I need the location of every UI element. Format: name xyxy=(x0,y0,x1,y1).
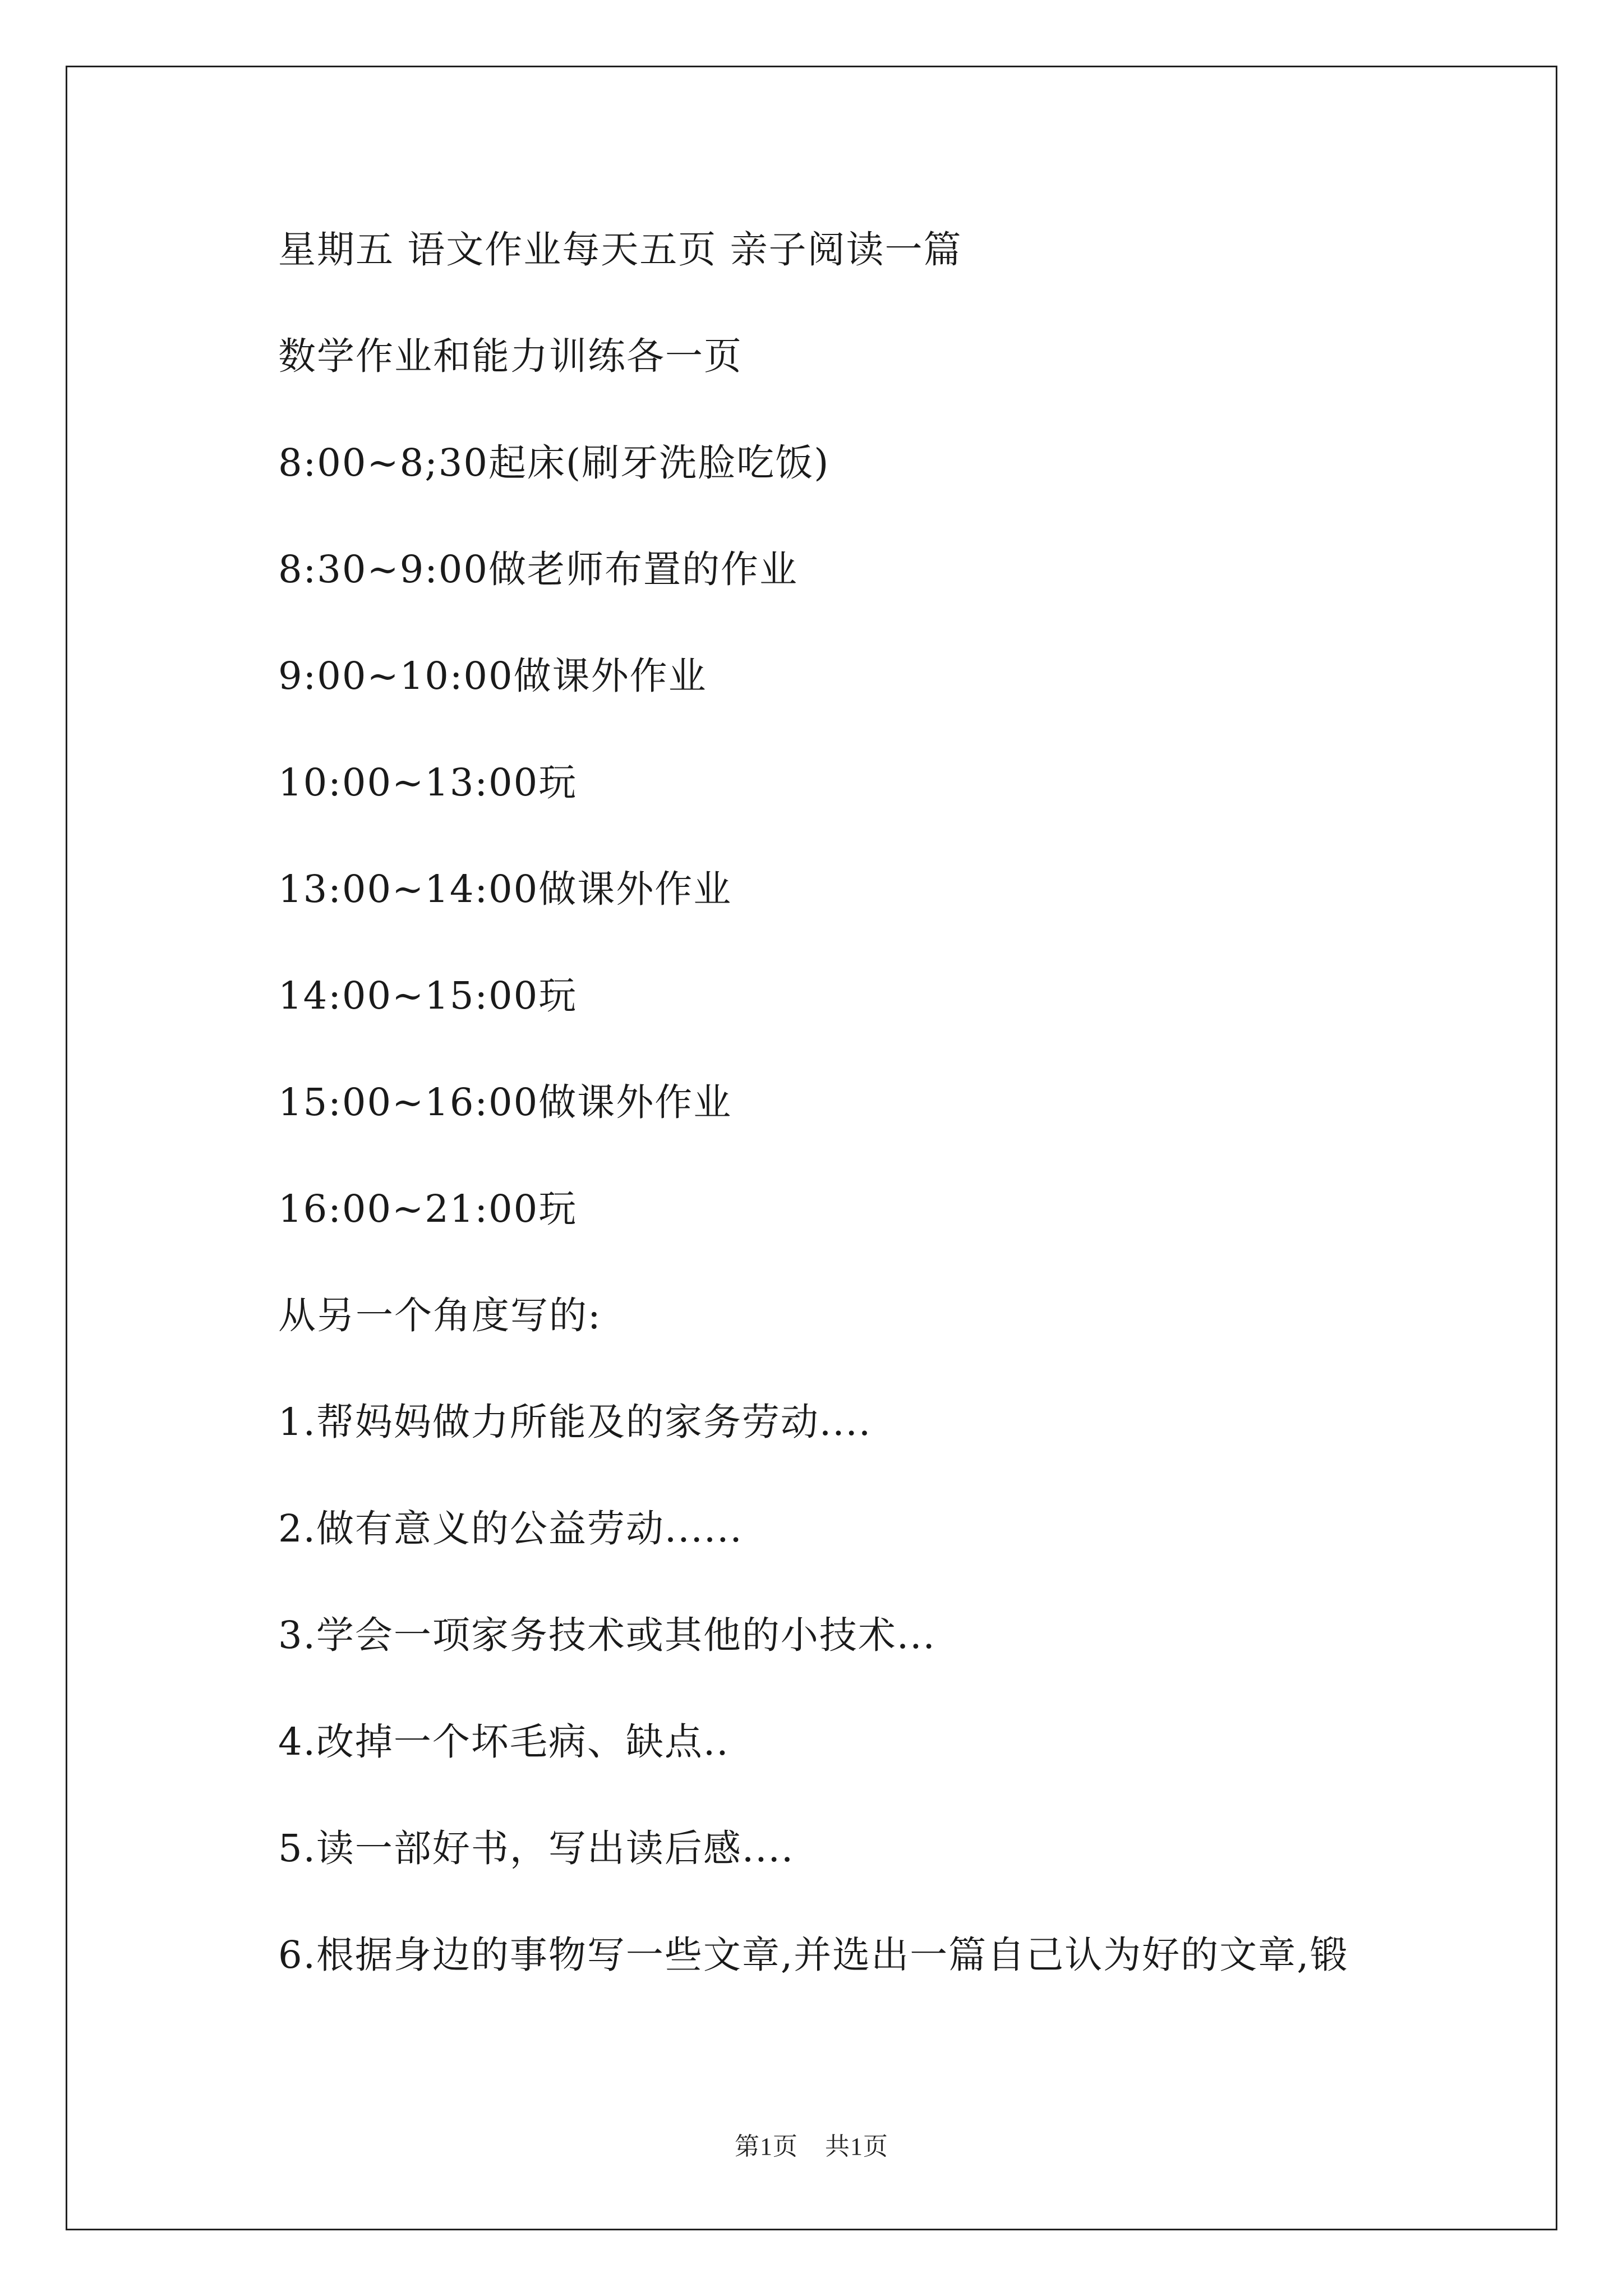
text-line: 从另一个角度写的: xyxy=(278,1294,602,1337)
page-number: 第1页 xyxy=(735,2133,798,2160)
text-line: 14:00~15:00玩 xyxy=(278,974,578,1018)
text-line: 8:00~8;30起床(刷牙洗脸吃饭) xyxy=(278,441,830,485)
page-footer xyxy=(0,2126,1623,2162)
text-line: 2.做有意义的公益劳动...... xyxy=(278,1507,743,1550)
text-line: 13:00~14:00做课外作业 xyxy=(278,867,732,911)
text-line: 10:00~13:00玩 xyxy=(278,761,578,804)
page-total: 共1页 xyxy=(825,2133,888,2160)
text-line: 3.学会一项家务技术或其他的小技术... xyxy=(278,1613,936,1657)
text-line: 8:30~9:00做老师布置的作业 xyxy=(278,547,799,591)
text-line: 6.根据身边的事物写一些文章,并选出一篇自己认为好的文章,锻 xyxy=(278,1933,1349,1977)
text-line: 4.改掉一个坏毛病、缺点.. xyxy=(278,1720,730,1764)
document-body xyxy=(278,219,1501,2031)
text-line: 数学作业和能力训练各一页 xyxy=(278,334,743,378)
text-line: 5.读一部好书，写出读后感.... xyxy=(278,1826,795,1870)
text-line: 星期五 语文作业每天五页 亲子阅读一篇 xyxy=(278,228,962,272)
text-line: 9:00~10:00做课外作业 xyxy=(278,654,707,698)
text-line: 1.帮妈妈做力所能及的家务劳动.... xyxy=(278,1400,872,1444)
text-line: 15:00~16:00做课外作业 xyxy=(278,1080,732,1124)
text-line: 16:00~21:00玩 xyxy=(278,1187,578,1231)
